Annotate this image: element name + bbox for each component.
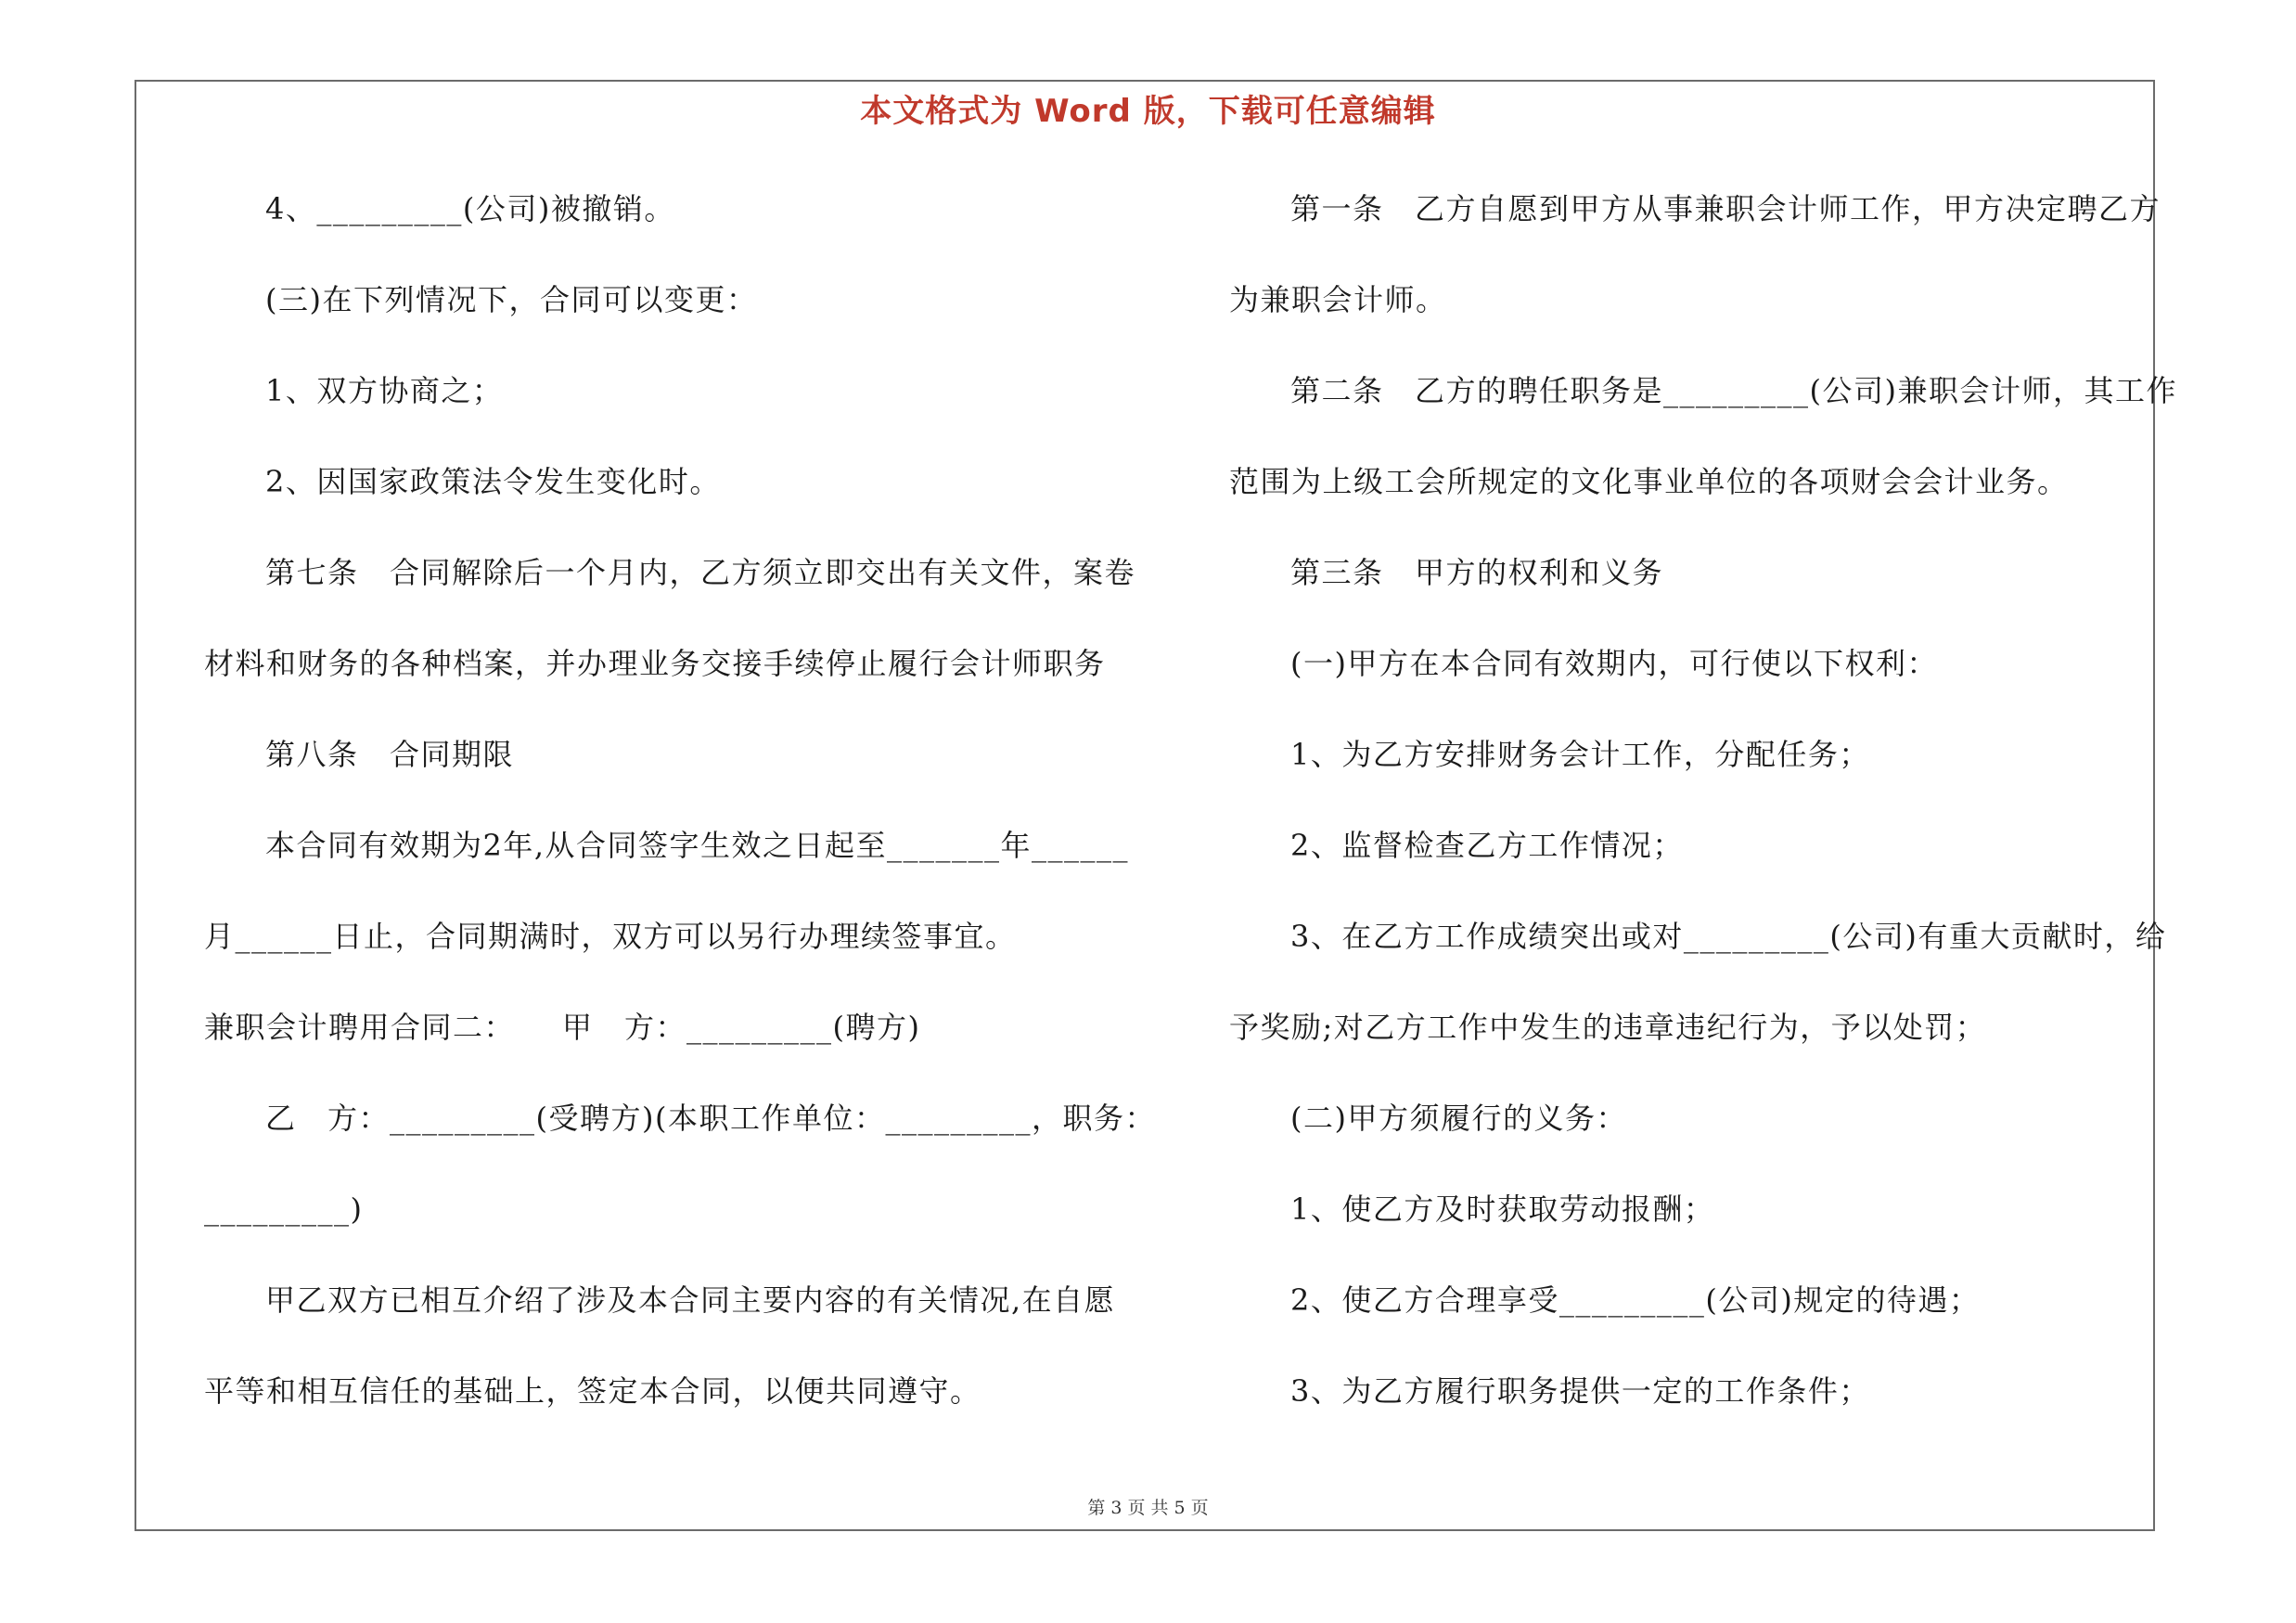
paragraph-line: _________) (204, 1191, 364, 1227)
paragraph-line: 2、使乙方合理享受_________(公司)规定的待遇； (1290, 1282, 1981, 1318)
left-column (204, 182, 1156, 1455)
paragraph-line: 第七条 合同解除后一个月内，乙方须立即交出有关文件，案卷 (265, 555, 1136, 590)
paragraph-line: 4、_________(公司)被撤销。 (265, 191, 675, 226)
paragraph-line: 平等和相互信任的基础上，签定本合同，以便共同遵守。 (204, 1373, 981, 1409)
paragraph-line: (二)甲方须履行的义务： (1290, 1101, 1627, 1136)
paragraph-line: 2、因国家政策法令发生变化时。 (265, 464, 721, 499)
paragraph-line: 第三条 甲方的权利和义务 (1290, 555, 1664, 590)
paragraph-line: 材料和财务的各种档案，并办理业务交接手续停止履行会计师职务 (204, 646, 1106, 681)
paragraph-line: 范围为上级工会所规定的文化事业单位的各项财会会计业务。 (1229, 464, 2069, 499)
paragraph-line: 第二条 乙方的聘任职务是_________(公司)兼职会计师，其工作 (1290, 373, 2177, 408)
paragraph-line: 3、为乙方履行职务提供一定的工作条件； (1290, 1373, 1870, 1409)
paragraph-line: 为兼职会计师。 (1229, 282, 1447, 317)
paragraph-line: 1、双方协商之； (265, 373, 504, 408)
paragraph-line: 乙 方：_________(受聘方)(本职工作单位：_________，职务： (265, 1101, 1156, 1136)
paragraph-line: 本合同有效期为2年,从合同签字生效之日起至_______年______ (265, 828, 1130, 863)
paragraph-line: 甲乙双方已相互介绍了涉及本合同主要内容的有关情况,在自愿 (265, 1282, 1116, 1318)
page-footer: 第 3 页 共 5 页 (1087, 1498, 1209, 1518)
paragraph-line: 兼职会计聘用合同二： 甲 方：_________(聘方) (204, 1010, 921, 1045)
paragraph-line: 2、监督检查乙方工作情况； (1290, 828, 1684, 863)
paragraph-line: 第八条 合同期限 (265, 737, 515, 772)
paragraph-line: 予奖励;对乙方工作中发生的违章违纪行为，予以处罚； (1229, 1010, 1987, 1045)
paragraph-line: 1、为乙方安排财务会计工作，分配任务； (1290, 737, 1870, 772)
paragraph-line: (三)在下列情况下，合同可以变更： (265, 282, 758, 317)
paragraph-line: (一)甲方在本合同有效期内，可行使以下权利： (1290, 646, 1938, 681)
banner-title: 本文格式为 Word 版，下载可任意编辑 (860, 93, 1436, 130)
paragraph-line: 月______日止，合同期满时，双方可以另行办理续签事宜。 (204, 919, 1017, 954)
right-column (1229, 182, 2177, 1455)
paragraph-line: 第一条 乙方自愿到甲方从事兼职会计师工作，甲方决定聘乙方 (1290, 191, 2161, 226)
paragraph-line: 3、在乙方工作成绩突出或对_________(公司)有重大贡献时，给 (1290, 919, 2167, 954)
paragraph-line: 1、使乙方及时获取劳动报酬； (1290, 1191, 1715, 1227)
